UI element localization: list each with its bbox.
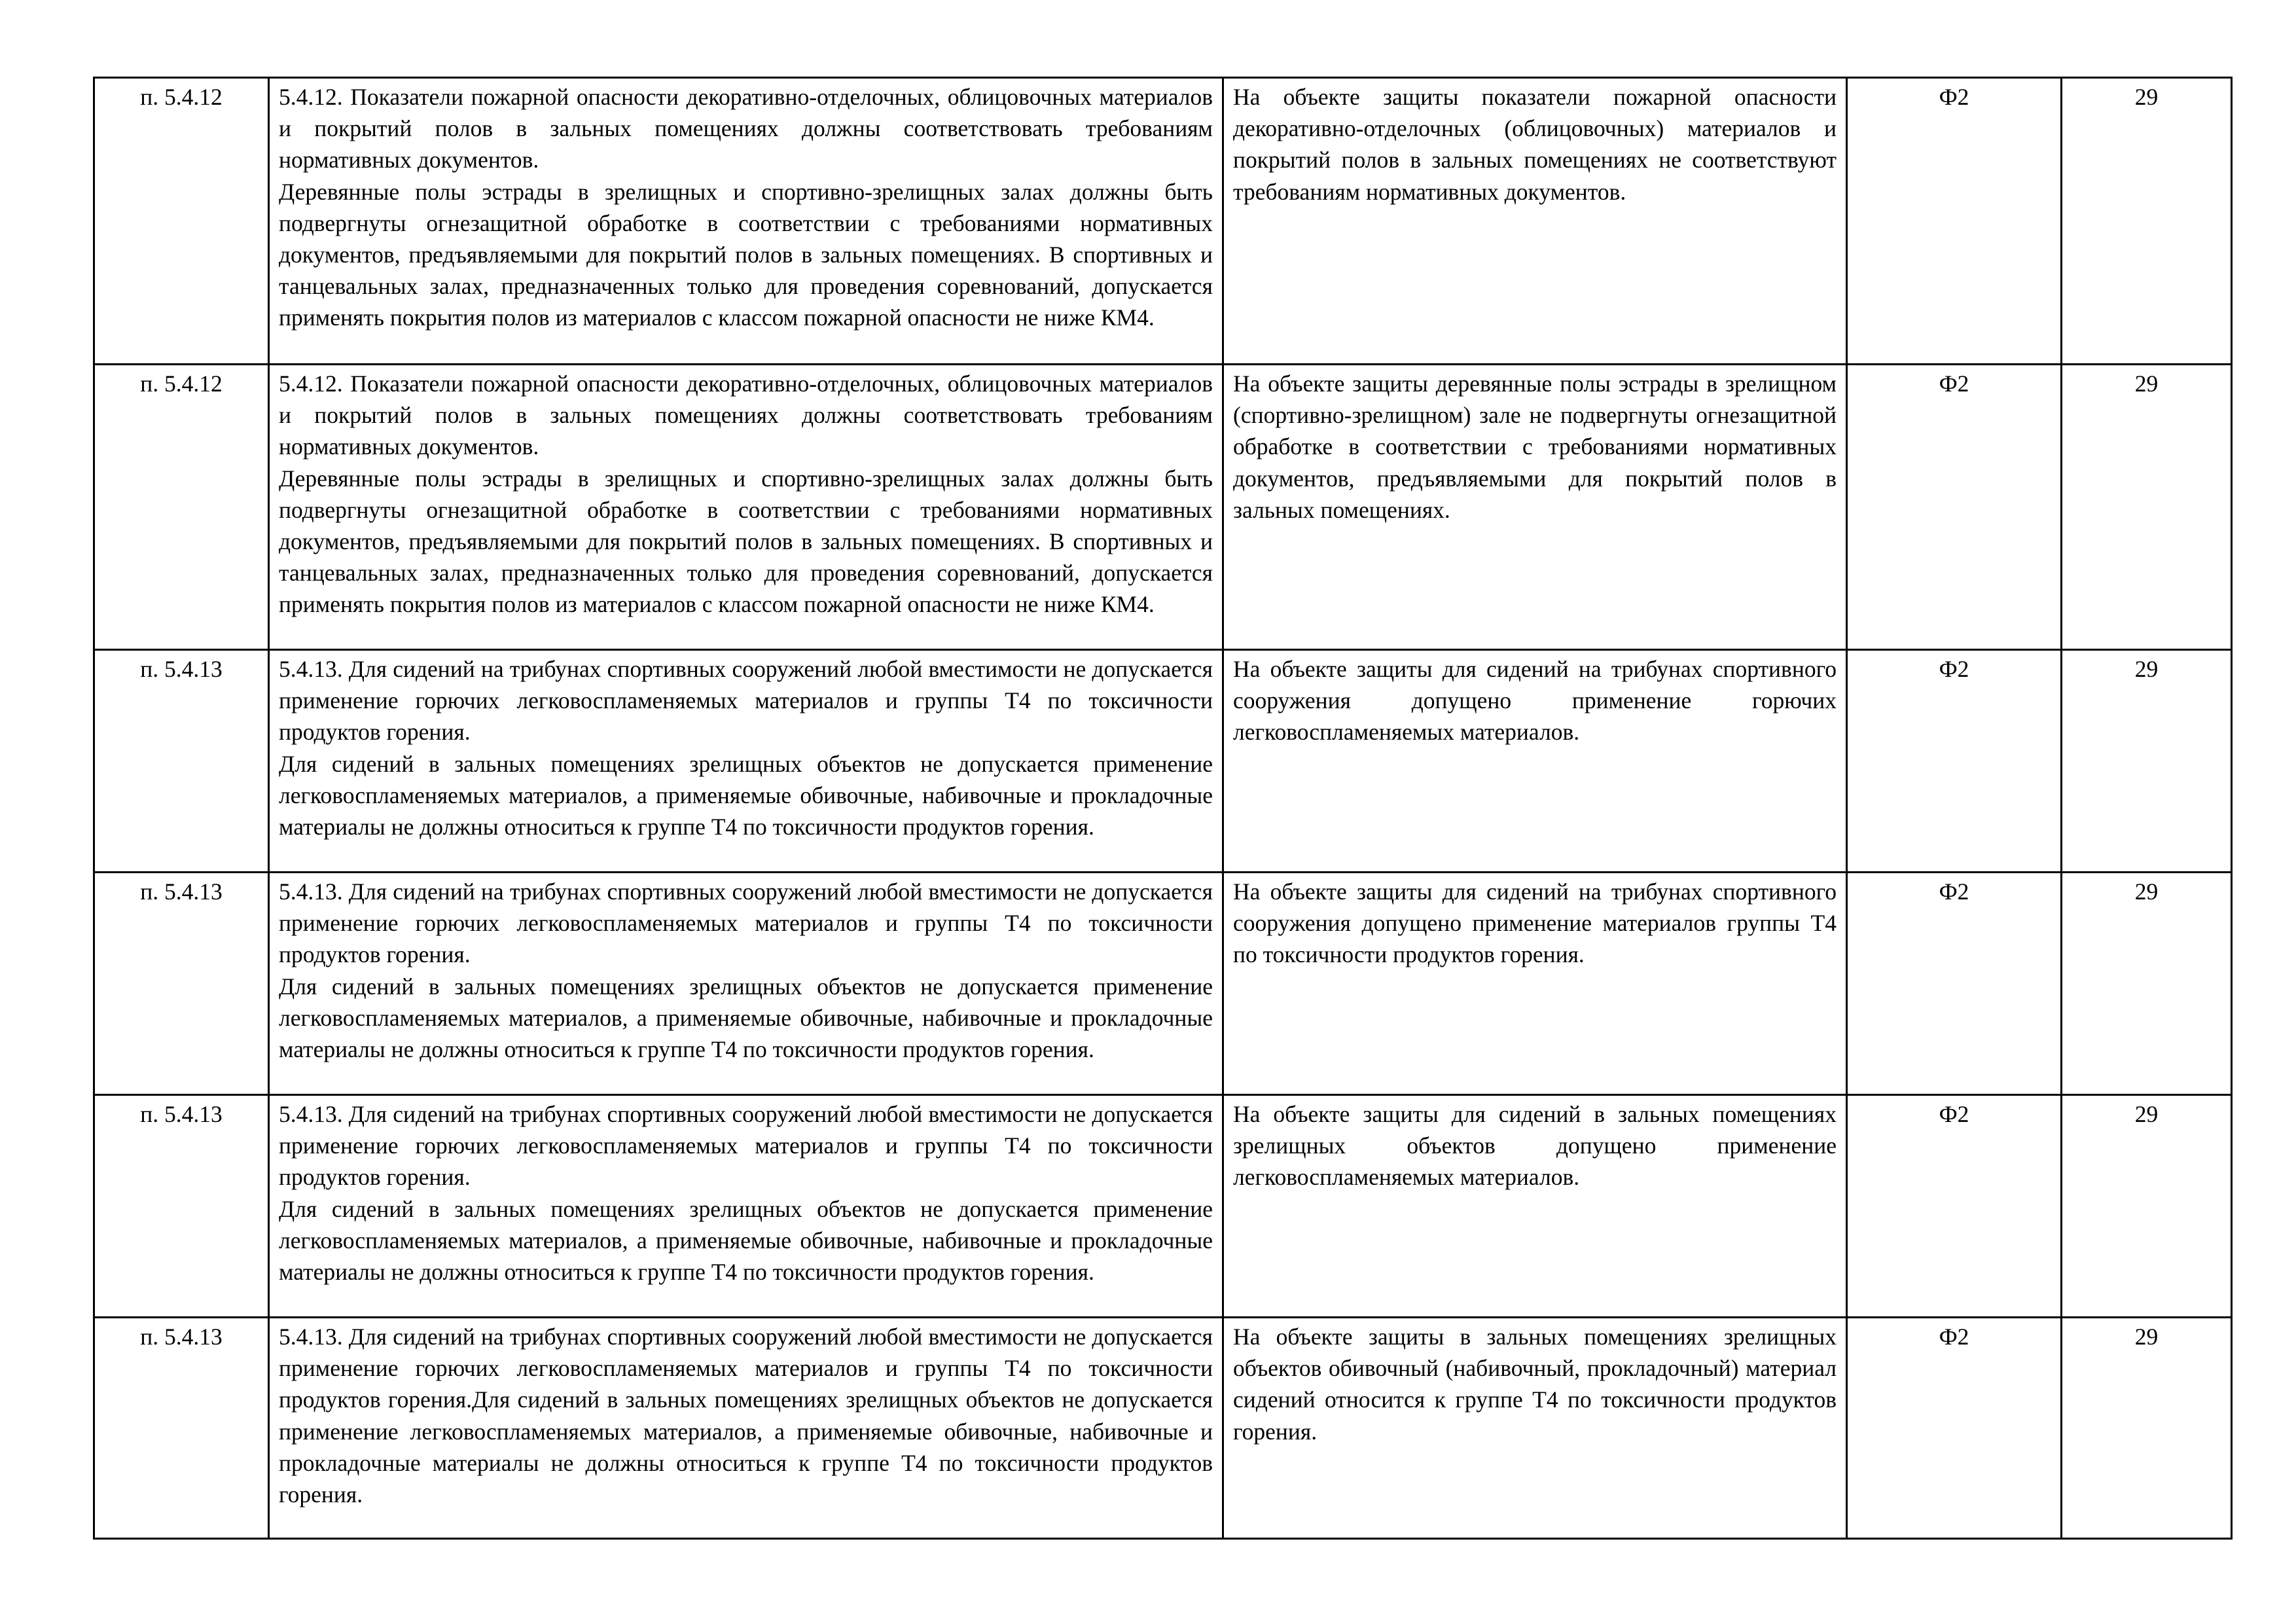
page-number-cell: 29 bbox=[2062, 78, 2232, 365]
requirement-paragraph: 5.4.13. Для сидений на трибунах спортивных сооружений любой вместимости не допускается применение горючих легковоспламеняемых материалов и группы Т4 по токсичности продуктов горения. bbox=[279, 878, 1213, 968]
requirement-text-cell bbox=[269, 873, 1223, 1095]
requirement-text-cell bbox=[269, 1095, 1223, 1318]
violation-text-cell: На объекте защиты показатели пожарной опасности декоративно-отделочных (облицовочных) материалов и покрытий полов в зальных помещениях не соответствуют требованиям нормативных документов. bbox=[1223, 78, 1847, 365]
requirement-paragraph: Для сидений в зальных помещениях зрелищных объектов не допускается применение легковоспламеняемых материалов, а применяемые обивочные, набивочные и прокладочные материалы не должны относиться к группе Т4 по токсичности продуктов горения. bbox=[279, 973, 1213, 1063]
violation-text-cell: На объекте защиты деревянные полы эстрады в зрелищном (спортивно-зрелищном) зале не подвергнуты огнезащитной обработке в соответствии с требованиями нормативных документов, предъявляемыми для покрытий полов в зальных помещениях. bbox=[1223, 365, 1847, 650]
requirement-paragraph: Для сидений в зальных помещениях зрелищных объектов не допускается применение легковоспламеняемых материалов, а применяемые обивочные, набивочные и прокладочные материалы не должны относиться к группе Т4 по токсичности продуктов горения. bbox=[279, 1195, 1213, 1286]
norm-reference-cell: п. 5.4.13 bbox=[94, 1095, 269, 1318]
norm-reference-cell: п. 5.4.12 bbox=[94, 78, 269, 365]
requirement-paragraph: 5.4.12. Показатели пожарной опасности декоративно-отделочных, облицовочных материалов и покрытий полов в зальных помещениях должны соответствовать требованиям нормативных документов. bbox=[279, 84, 1213, 173]
hazard-class-cell: Ф2 bbox=[1847, 1318, 2062, 1539]
requirement-text-cell bbox=[269, 78, 1223, 365]
requirement-text-cell bbox=[269, 1318, 1223, 1539]
norm-reference-cell: п. 5.4.13 bbox=[94, 650, 269, 873]
hazard-class-cell: Ф2 bbox=[1847, 1095, 2062, 1318]
table-row bbox=[94, 78, 2232, 365]
violation-text-cell: На объекте защиты в зальных помещениях зрелищных объектов обивочный (набивочный, прокладочный) материал сидений относится к группе Т4 по токсичности продуктов горения. bbox=[1223, 1318, 1847, 1539]
norm-reference-cell: п. 5.4.13 bbox=[94, 873, 269, 1095]
page-number-cell: 29 bbox=[2062, 365, 2232, 650]
violation-text-cell: На объекте защиты для сидений на трибунах спортивного сооружения допущено применение горючих легковоспламеняемых материалов. bbox=[1223, 650, 1847, 873]
page-number-cell: 29 bbox=[2062, 1095, 2232, 1318]
table-row bbox=[94, 650, 2232, 873]
requirement-paragraph: 5.4.13. Для сидений на трибунах спортивных сооружений любой вместимости не допускается применение горючих легковоспламеняемых материалов и группы Т4 по токсичности продуктов горения. bbox=[279, 656, 1213, 746]
page-number-cell: 29 bbox=[2062, 650, 2232, 873]
violation-text-cell: На объекте защиты для сидений на трибунах спортивного сооружения допущено применение материалов группы Т4 по токсичности продуктов горения. bbox=[1223, 873, 1847, 1095]
requirement-paragraph: Для сидений в зальных помещениях зрелищных объектов не допускается применение легковоспламеняемых материалов, а применяемые обивочные, набивочные и прокладочные материалы не должны относиться к группе Т4 по токсичности продуктов горения. bbox=[279, 750, 1213, 840]
requirement-paragraph: Деревянные полы эстрады в зрелищных и спортивно-зрелищных залах должны быть подвергнуты огнезащитной обработке в соответствии с требованиями нормативных документов, предъявляемыми для покрытий полов в зальных помещениях. В спортивных и танцевальных залах, предназначенных только для проведения соревнований, допускается применять покрытия полов из материалов с классом пожарной опасности не ниже КМ4. bbox=[279, 178, 1213, 331]
requirement-paragraph: 5.4.12. Показатели пожарной опасности декоративно-отделочных, облицовочных материалов и покрытий полов в зальных помещениях должны соответствовать требованиям нормативных документов. bbox=[279, 370, 1213, 460]
norm-reference-cell: п. 5.4.12 bbox=[94, 365, 269, 650]
requirement-text-cell bbox=[269, 365, 1223, 650]
requirement-paragraph: 5.4.13. Для сидений на трибунах спортивных сооружений любой вместимости не допускается применение горючих легковоспламеняемых материалов и группы Т4 по токсичности продуктов горения.Для сидений в зальных помещениях зрелищных объектов не допускается применение легковоспламеняемых материалов, а применяемые обивочные, набивочные и прокладочные материалы не должны относиться к группе Т4 по токсичности продуктов горения. bbox=[279, 1324, 1213, 1508]
table-row bbox=[94, 1095, 2232, 1318]
requirement-paragraph: Деревянные полы эстрады в зрелищных и спортивно-зрелищных залах должны быть подвергнуты огнезащитной обработке в соответствии с требованиями нормативных документов, предъявляемыми для покрытий полов в зальных помещениях. В спортивных и танцевальных залах, предназначенных только для проведения соревнований, допускается применять покрытия полов из материалов с классом пожарной опасности не ниже КМ4. bbox=[279, 465, 1213, 618]
hazard-class-cell: Ф2 bbox=[1847, 873, 2062, 1095]
requirement-text-cell bbox=[269, 650, 1223, 873]
table-row bbox=[94, 873, 2232, 1095]
page-number-cell: 29 bbox=[2062, 1318, 2232, 1539]
requirement-paragraph: 5.4.13. Для сидений на трибунах спортивных сооружений любой вместимости не допускается применение горючих легковоспламеняемых материалов и группы Т4 по токсичности продуктов горения. bbox=[279, 1101, 1213, 1191]
norm-reference-cell: п. 5.4.13 bbox=[94, 1318, 269, 1539]
hazard-class-cell: Ф2 bbox=[1847, 650, 2062, 873]
table-row bbox=[94, 365, 2232, 650]
hazard-class-cell: Ф2 bbox=[1847, 78, 2062, 365]
hazard-class-cell: Ф2 bbox=[1847, 365, 2062, 650]
table-row bbox=[94, 1318, 2232, 1539]
violation-text-cell: На объекте защиты для сидений в зальных помещениях зрелищных объектов допущено применение легковоспламеняемых материалов. bbox=[1223, 1095, 1847, 1318]
requirements-table bbox=[93, 77, 2233, 1540]
page-number-cell: 29 bbox=[2062, 873, 2232, 1095]
